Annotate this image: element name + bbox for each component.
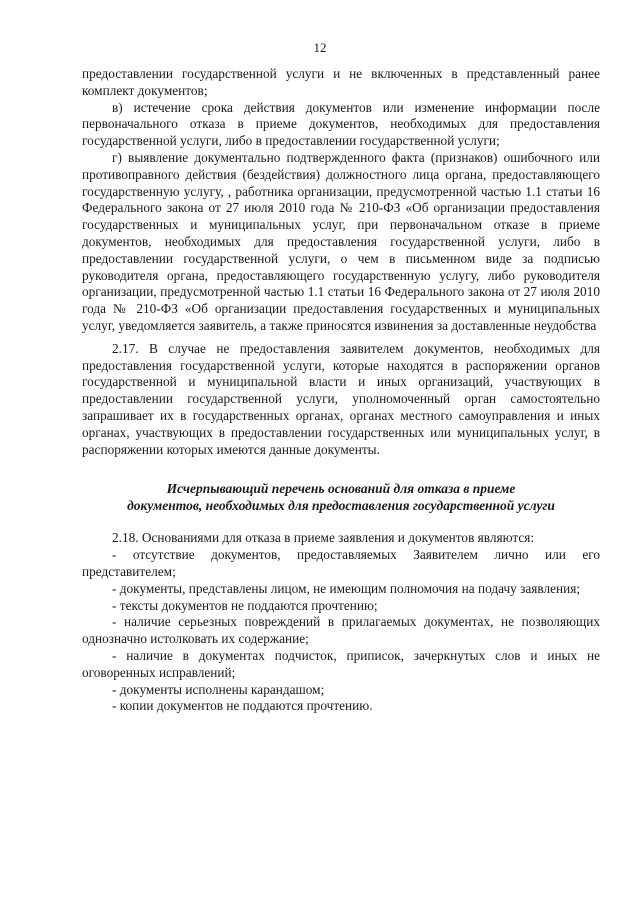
section-heading-line-1: Исчерпывающий перечень оснований для отказа в приеме	[166, 481, 516, 497]
paragraph-2-17: 2.17. В случае не предоставления заявителем документов, необходимых для предоставления государственной услуги, которые находятся в распоряжении органов государственной и муниципальной власти и иных организаций, участвующих в предоставлении государственной услуги, уполномоченный орган самостоятельно запрашивает их в государственных органах, органах местного самоуправления и иных органах, участвующих в предоставлении государственных или муниципальных услуг, в распоряжении которых имеются данные документы.	[82, 340, 600, 457]
paragraph-item-g: г) выявление документально подтвержденного факта (признаков) ошибочного или противоправного действия (бездействия) должностного лица органа, предоставляющего государственную услугу, , работника организации, предусмотренной частью 1.1 статьи 16 Федерального закона от 27 июля 2010 года № 210-ФЗ «Об организации предоставления государственных и муниципальных услуг, при первоначальном отказе в приеме документов, необходимых для предоставления государственной услуги, либо в предоставлении государственной услуги, о чем в письменном виде за подписью руководителя органа, предоставляющего государственную услугу, либо руководителя организации, предусмотренной частью 1.1 статьи 16 Федерального закона от 27 июля 2010 года № 210-ФЗ «Об организации предоставления государственных и муниципальных услуг, уведомляется заявитель, а также приносятся извинения за доставленные неудобства	[82, 149, 600, 333]
ground-item: - документы, представлены лицом, не имеющим полномочия на подачу заявления;	[112, 580, 581, 596]
paragraph-continuation: предоставлении государственной услуги и не включенных в представленный ранее комплект документов;	[82, 66, 600, 98]
document-body	[82, 66, 600, 715]
ground-item: - документы исполнены карандашом;	[112, 681, 325, 697]
section-heading-line-2: документов, необходимых для предоставления государственной услуги	[127, 498, 555, 514]
section-heading	[82, 480, 600, 514]
ground-item: - тексты документов не поддаются прочтению;	[112, 597, 378, 613]
ground-item: - копии документов не поддаются прочтению.	[112, 698, 373, 714]
ground-item: - наличие в документах подчисток, приписок, зачеркнутых слов и иных не оговоренных исправлений;	[82, 647, 600, 680]
paragraph-item-v: в) истечение срока действия документов или изменение информации после первоначального отказа в приеме документов, необходимых для предоставления государственной услуги, либо в предоставлении государственной услуги;	[82, 99, 600, 149]
page-number: 12	[313, 40, 327, 55]
ground-item: - отсутствие документов, предоставляемых Заявителем лично или его представителем;	[82, 547, 600, 579]
ground-item: - наличие серьезных повреждений в прилагаемых документах, не позволяющих однозначно истолковать их содержание;	[82, 614, 600, 647]
paragraph-2-18: 2.18. Основаниями для отказа в приеме заявления и документов являются:	[112, 530, 535, 546]
